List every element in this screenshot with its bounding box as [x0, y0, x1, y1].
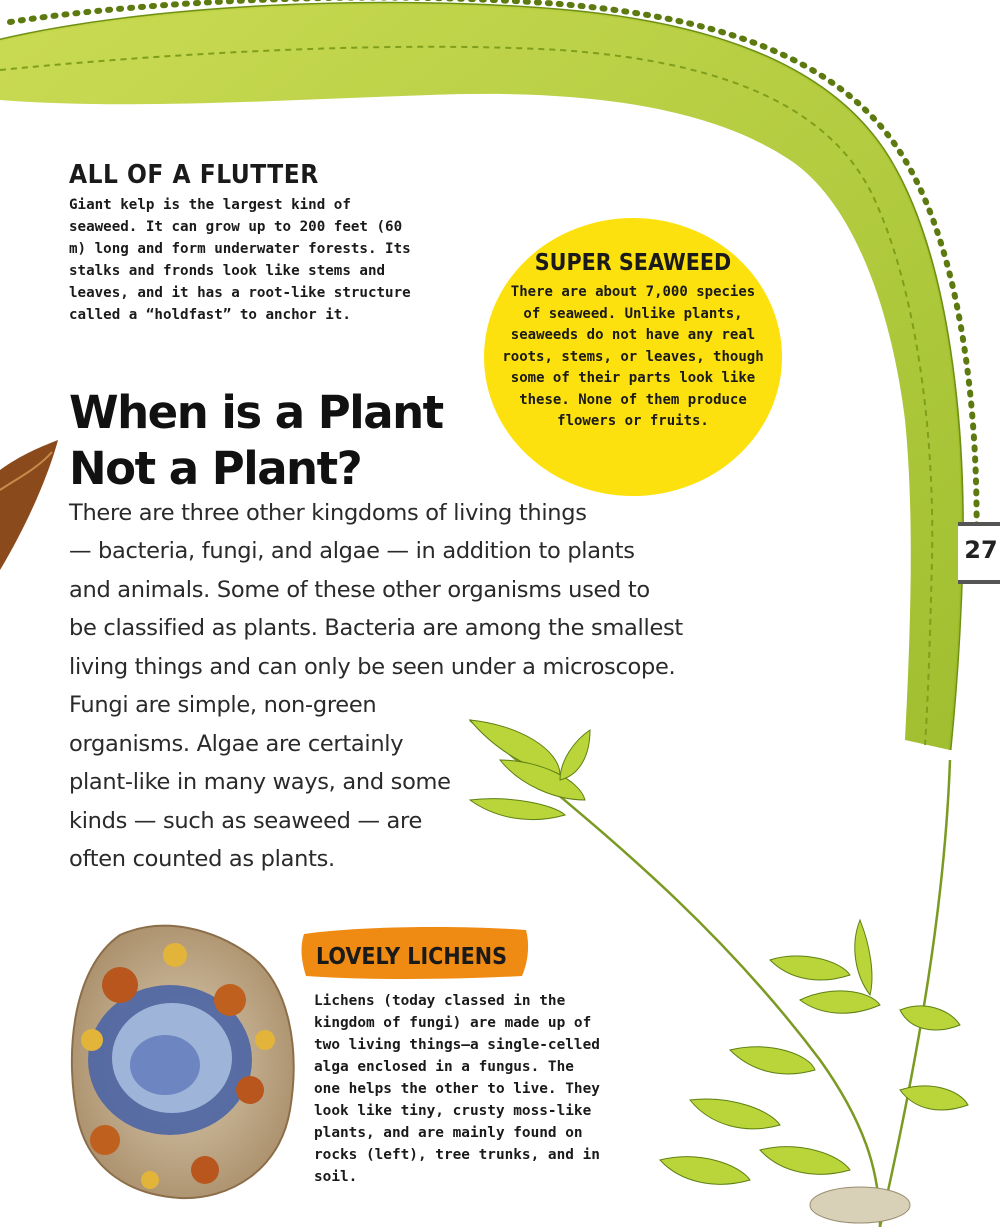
flutter-heading: ALL OF A FLUTTER: [69, 160, 319, 190]
flutter-caption: Giant kelp is the largest kind of seaweed. It can grow up to 200 feet (60 m) long and form underwater forests. Its stalks and fronds look like stems and leaves, and it has a root-like structure called a “holdfast” to anchor it.: [69, 197, 411, 323]
body-line: — bacteria, fungi, and algae — in addition to plants: [69, 538, 635, 564]
body-line: Fungi are simple, non-green: [69, 692, 377, 718]
super-seaweed-caption: There are about 7,000 species of seaweed. Unlike plants, seaweeds do not have any real roots, stems, or leaves, though some of their parts look like these. None of them produce flowers or fruits.: [502, 284, 764, 429]
body-line: and animals. Some of these other organisms used to: [69, 577, 650, 603]
body-line: There are three other kingdoms of living things: [69, 500, 587, 526]
body-line: plant-like in many ways, and some: [69, 769, 451, 795]
body-line: often counted as plants.: [69, 846, 335, 872]
body-line: living things and can only be seen under a microscope.: [69, 654, 676, 680]
lichens-heading: LOVELY LICHENS: [316, 944, 508, 970]
brown-leaf-illustration: [0, 440, 58, 570]
lichen-rock-illustration: [72, 926, 294, 1198]
lichens-caption: Lichens (today classed in the kingdom of fungi) are made up of two living things—a single-celled alga enclosed in a fungus. The one helps the other to live. They look like tiny, crusty moss-like plants, and are mainly found on rocks (left), tree trunks, and in soil.: [314, 993, 600, 1185]
body-line: kinds — such as seaweed — are: [69, 808, 422, 834]
page-number: 27: [964, 536, 998, 564]
super-seaweed-heading: SUPER SEAWEED: [534, 250, 732, 276]
page-title: When is a Plant Not a Plant?: [69, 386, 443, 495]
body-line: organisms. Algae are certainly: [69, 731, 404, 757]
body-line: be classified as plants. Bacteria are among the smallest: [69, 615, 683, 641]
